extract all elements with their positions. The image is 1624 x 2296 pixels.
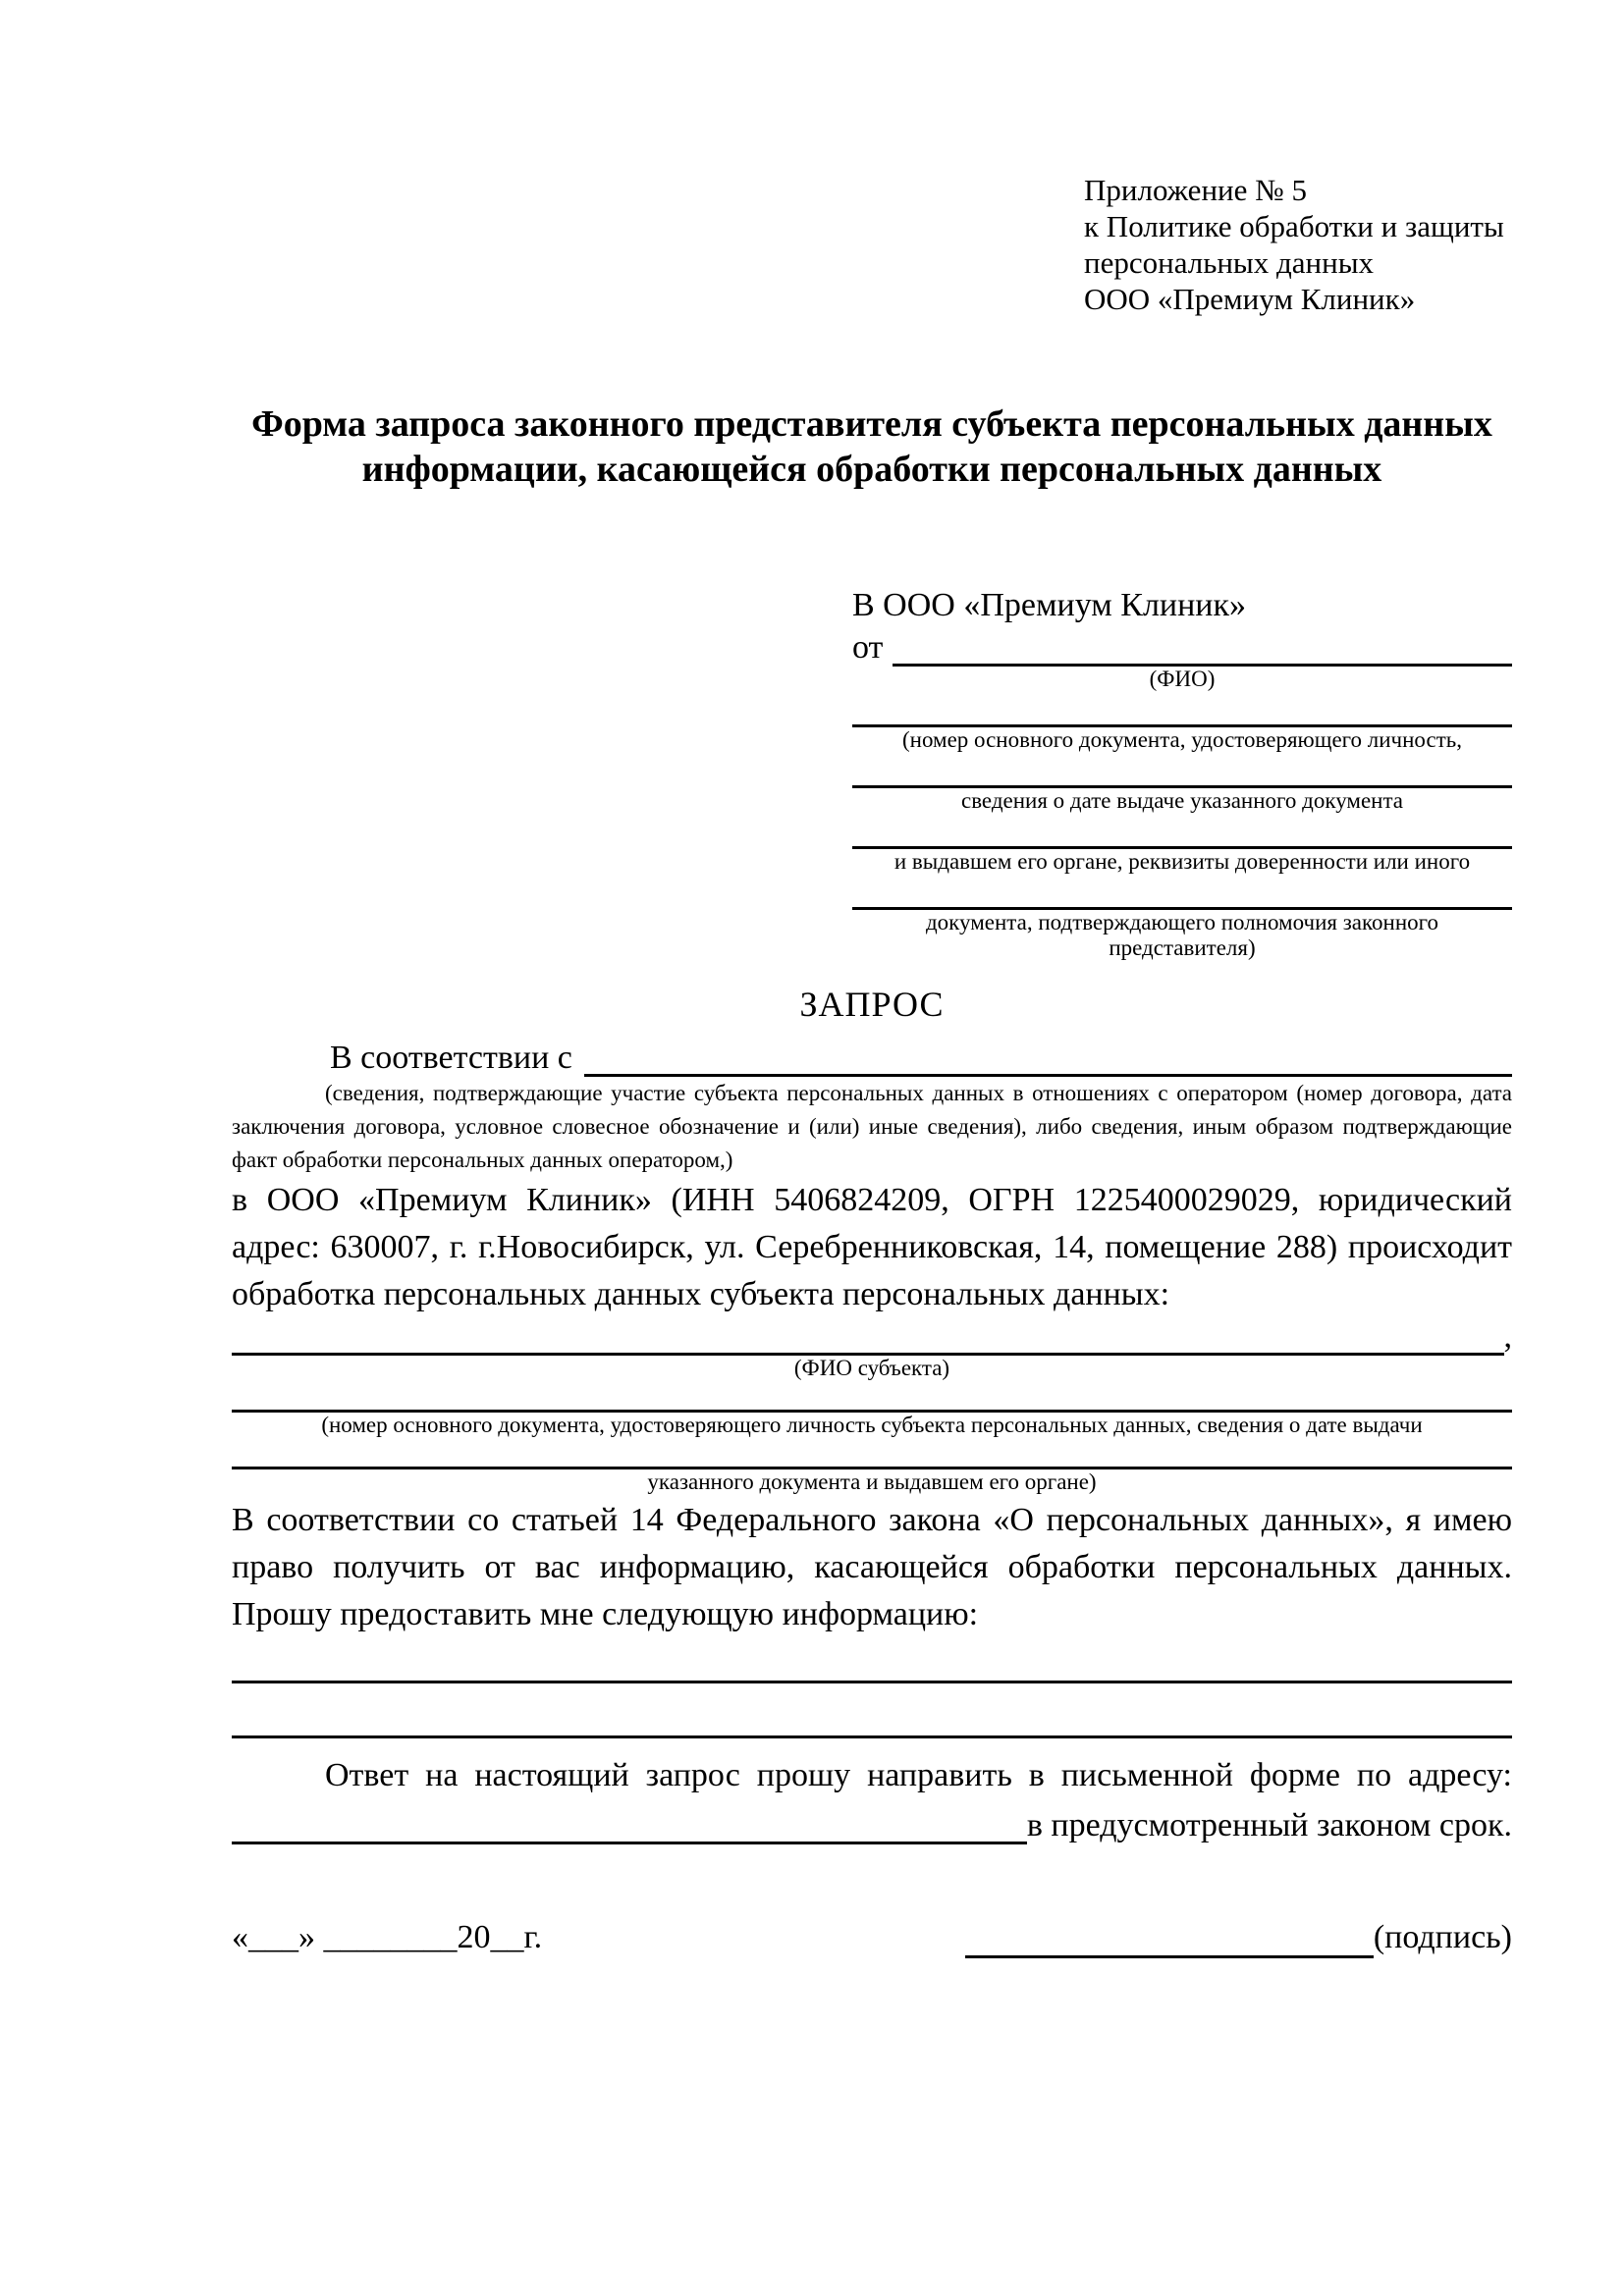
representative-doc-fill-line-2: [852, 753, 1512, 788]
from-row: [852, 625, 1512, 667]
subject-doc-fill-line-2: [232, 1438, 1512, 1469]
signature-row: [232, 1917, 1512, 1958]
representative-doc-caption-3: и выдавшем его органе, реквизиты доверенности или иного: [893, 849, 1471, 874]
information-fill-line-2: [232, 1683, 1512, 1738]
operator-paragraph: в ООО «Премиум Клиник» (ИНН 5406824209, ОГРН 1225400029029, юридический адрес: 630007, г. г.Новосибирск, ул. Серебренниковская, 14, помещение 288) происходит обработка персональных данных субъекта персональных данных:: [232, 1182, 1512, 1312]
representative-doc-caption-2: сведения о дате выдаче указанного документа: [960, 788, 1404, 813]
request-heading: ЗАПРОС: [799, 985, 945, 1024]
appendix-header-line: Приложение № 5: [1084, 173, 1307, 207]
addressee-organization: В ООО «Премиум Клиник»: [852, 587, 1247, 623]
subject-fio-row: [232, 1318, 1512, 1356]
subject-doc-caption-1: (номер основного документа, удостоверяющего личность субъекта персональных данных, сведения о дате выдачи: [321, 1413, 1423, 1437]
representative-doc-caption-1: (номер основного документа, удостоверяющего личность,: [901, 727, 1462, 752]
fio-caption: (ФИО): [1149, 667, 1216, 691]
reply-paragraph: Ответ на настоящий запрос прошу направить в письменной форме по адресу:: [325, 1757, 1512, 1793]
appendix-header: [1084, 172, 1512, 317]
basis-caption: (сведения, подтверждающие участие субъекта персональных данных в отношениях с оператором (номер договора, дата заключения договора, условное словесное обозначение и (или) иные сведения), либо сведения, иным образом подтверждающие факт обработки персональных данных оператором,): [232, 1081, 1512, 1172]
representative-doc-fill-line-3: [852, 814, 1512, 849]
representative-doc-fill-line-4: [852, 875, 1512, 910]
representative-doc-caption-4: документа, подтверждающего полномочия законного представителя): [925, 910, 1438, 960]
subject-fio-caption: (ФИО субъекта): [793, 1356, 950, 1380]
reply-address-fill-line: [232, 1842, 1027, 1844]
document-title-line-2: информации, касающейся обработки персональных данных: [361, 449, 1382, 490]
subject-doc-caption-2: указанного документа и выдавшем его органе): [647, 1469, 1097, 1494]
reply-suffix: в предусмотренный законом срок.: [1026, 1807, 1512, 1843]
document-title-line-1: Форма запроса законного представителя субъекта персональных данных: [251, 403, 1492, 445]
basis-prefix: В соответствии с: [330, 1040, 572, 1076]
signature-fill-line: [965, 1921, 1374, 1958]
appendix-header-line: персональных данных: [1084, 245, 1375, 280]
basis-row: [232, 1032, 1512, 1077]
signature-group: [965, 1917, 1512, 1958]
from-label: от: [852, 629, 884, 666]
reply-address-row: [232, 1799, 1512, 1844]
information-fill-line-1: [232, 1638, 1512, 1683]
document-title: [232, 401, 1512, 492]
law-paragraph: В соответствии со статьей 14 Федерального закона «О персональных данных», я имею право получить от вас информацию, касающейся обработки персональных данных. Прошу предоставить мне следующую информацию:: [232, 1502, 1512, 1632]
subject-fio-comma: ,: [1503, 1318, 1512, 1355]
date-line: «___» ________20__г.: [232, 1919, 543, 1955]
addressee-block: [852, 586, 1512, 961]
signature-caption: (подпись): [1373, 1919, 1512, 1955]
appendix-header-line: к Политике обработки и защиты: [1084, 209, 1504, 243]
subject-doc-fill-line-1: [232, 1381, 1512, 1413]
appendix-header-line: ООО «Премиум Клиник»: [1084, 282, 1416, 316]
representative-doc-fill-line-1: [852, 692, 1512, 727]
